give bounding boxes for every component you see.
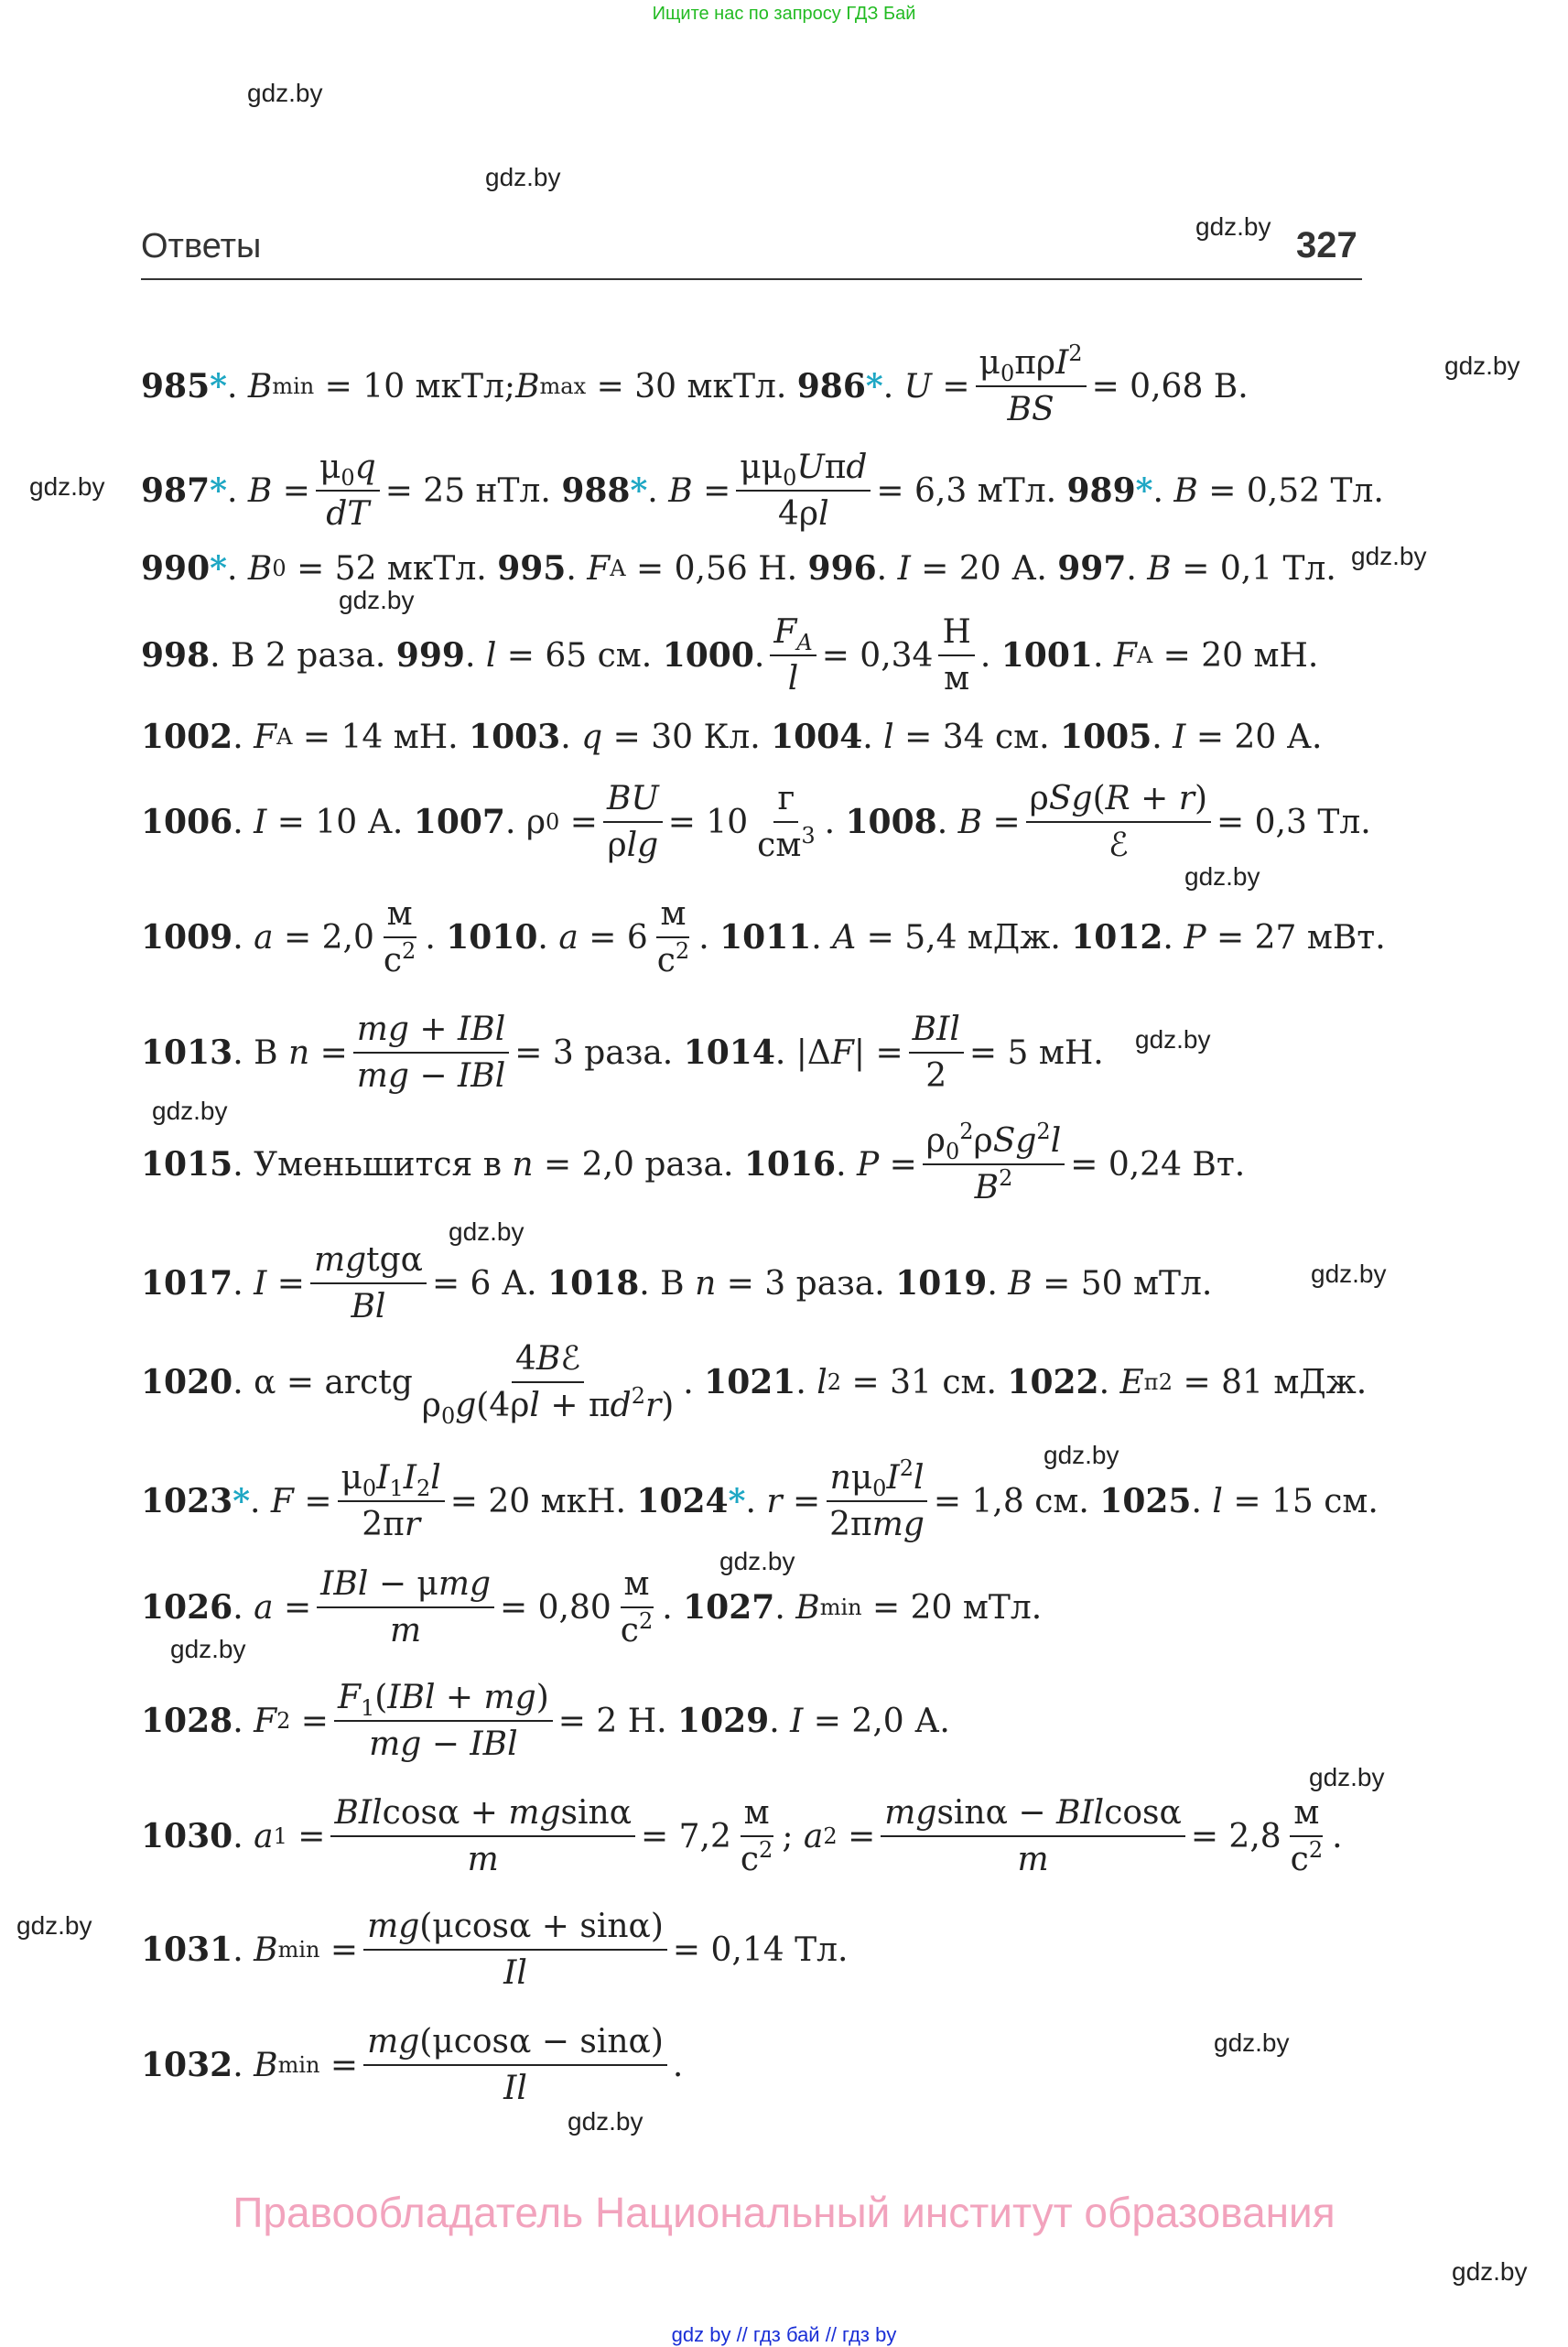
- answer-line-1026: 1026 . a = $\frac{\text{IBl − μmg}}{m}$ = 0,80 $\frac{м}{с^2}$ . 1027 . B min = 20 мТл.: [141, 1565, 1043, 1649]
- answer-line-1032: 1032 . B min = $\frac{mg(\mu\cos\alpha - \sin\alpha)}{Il}$ .: [141, 2023, 684, 2107]
- watermark: gdz.by: [485, 163, 561, 191]
- answer-line-985: 985 * . B min = 10 мкТл; B max = 30 мкТл. 986 * . U = $\frac{\mu_0\pi\rho I^2}{BS}$ = 0,68 В.: [141, 341, 1249, 428]
- answer-line-1031: 1031 . B min = $\frac{mg(\mu\cos\alpha + \sin\alpha)}{Il}$ = 0,14 Тл.: [141, 1908, 849, 1992]
- footer-links[interactable]: gdz by // гдз бай // гдз by: [671, 2323, 897, 2346]
- answer-line-1017: 1017 . I = $\frac{\text{mgtgα}}{Bl}$ = 6 А. 1018 . В n = 3 раза. 1019 . B = 50 мТл.: [141, 1241, 1213, 1325]
- watermark: gdz.by: [1309, 1763, 1385, 1791]
- watermark: gdz.by: [170, 1635, 246, 1663]
- answer-line-998: 998 . В 2 раза. 999 . l = 65 см. 1000 . $\frac{F_A}{l}$ = 0,34 $\frac{Н}{м}$ . 1001 . F A = 20 мН.: [141, 613, 1319, 698]
- page-number: 327: [1296, 225, 1357, 265]
- watermark: gdz.by: [247, 79, 323, 107]
- watermark: gdz.by: [152, 1097, 228, 1125]
- watermark: gdz.by: [29, 472, 105, 501]
- watermark: gdz.by: [1452, 2257, 1528, 2286]
- watermark: gdz.by: [1214, 2028, 1290, 2057]
- watermark: gdz.by: [339, 586, 415, 614]
- watermark: gdz.by: [1444, 352, 1520, 380]
- watermark: gdz.by: [1195, 212, 1271, 241]
- watermark: gdz.by: [719, 1547, 795, 1575]
- watermark: gdz.by: [1311, 1260, 1387, 1288]
- watermark: gdz.by: [16, 1911, 92, 1940]
- watermark: gdz.by: [449, 1217, 524, 1246]
- answer-line-1028: 1028 . F 2 = $\frac{F_1(IBl + mg)}{\text{mg − IBl}}$ = 2 Н. 1029 . I = 2,0 А.: [141, 1679, 950, 1763]
- watermark: gdz.by: [1044, 1441, 1119, 1469]
- answer-line-1015: 1015 . Уменьшится в n = 2,0 раза. 1016 . P = $\frac{\rho_0^2\rho Sg^2l}{B^2}$ = 0,24 Вт.: [141, 1119, 1246, 1206]
- copyright-notice: Правообладатель Национальный институт образования: [232, 2189, 1336, 2236]
- answer-line-1020: 1020 . α = arctg $\frac{\text{4Bℰ}}{\rho_0g(4\rho l + \pi d^2r)}$ . 1021 . l 2 = 31 см. 1022 . E п2 = 81 мДж.: [141, 1340, 1368, 1429]
- answer-line-1002: 1002 . F A = 14 мН. 1003 . q = 30 Кл. 1004 . l = 34 см. 1005 . I = 20 А.: [141, 718, 1323, 756]
- answer-line-987: 987 * . B = $\frac{\mu_0q}{dT}$ = 25 нТл. 988 * . B = $\frac{\mu\mu_0U\pi d}{4\rho l}$ = 6,3 мТл. 989 * . B = 0,52 Тл.: [141, 449, 1384, 533]
- page-title: Ответы: [141, 227, 262, 265]
- answer-line-1023: 1023 * . F = $\frac{\mu_0I_1I_2l}{2\pi r}$ = 20 мкН. 1024 * . r = $\frac{n\mu_0I^2l}{\text{2πmg}}$ = 1,8 см. 1025 . l = 15 см.: [141, 1455, 1379, 1543]
- answer-line-1030: 1030 . a 1 = $\frac{\text{BIlcosα + mgsinα}}{m}$ = 7,2 $\frac{м}{с^2}$ ; a 2 = $\frac{\text{mgsinα − BIlcosα}}{m}$ = 2,8 $\frac{м}{с^2}$ .: [141, 1794, 1343, 1878]
- watermark: gdz.by: [1184, 862, 1260, 891]
- watermark: gdz.by: [1135, 1025, 1211, 1054]
- answer-line-990: 990 * . B 0 = 52 мкТл. 995 . F A = 0,56 Н. 996 . I = 20 А. 997 . B = 0,1 Тл.: [141, 549, 1336, 588]
- top-banner[interactable]: Ищите нас по запросу ГДЗ Бай: [652, 4, 916, 24]
- answer-line-1013: 1013 . В n = $\frac{\text{mg + IBl}}{\text{mg − IBl}}$ = 3 раза. 1014 . |Δ F | = $\frac{\text{BIl}}{2}$ = 5 мН.: [141, 1011, 1104, 1095]
- answer-line-1009: 1009 . a = 2,0 $\frac{м}{с^2}$ . 1010 . a = 6 $\frac{м}{с^2}$ . 1011 . A = 5,4 мДж. 1012 . P = 27 мВт.: [141, 895, 1386, 979]
- header-rule: [141, 278, 1362, 280]
- watermark: gdz.by: [1351, 542, 1427, 570]
- answer-line-1006: 1006 . I = 10 А. 1007 . ρ 0 = $\frac{BU}{\rho\lg}$ = 10 $\frac{г}{см^3}$ . 1008 . B = $\frac{\text{ρSg(R + r)}}{\text{ℰ}}$ = 0,3 Тл.: [141, 780, 1371, 864]
- watermark: gdz.by: [568, 2107, 643, 2136]
